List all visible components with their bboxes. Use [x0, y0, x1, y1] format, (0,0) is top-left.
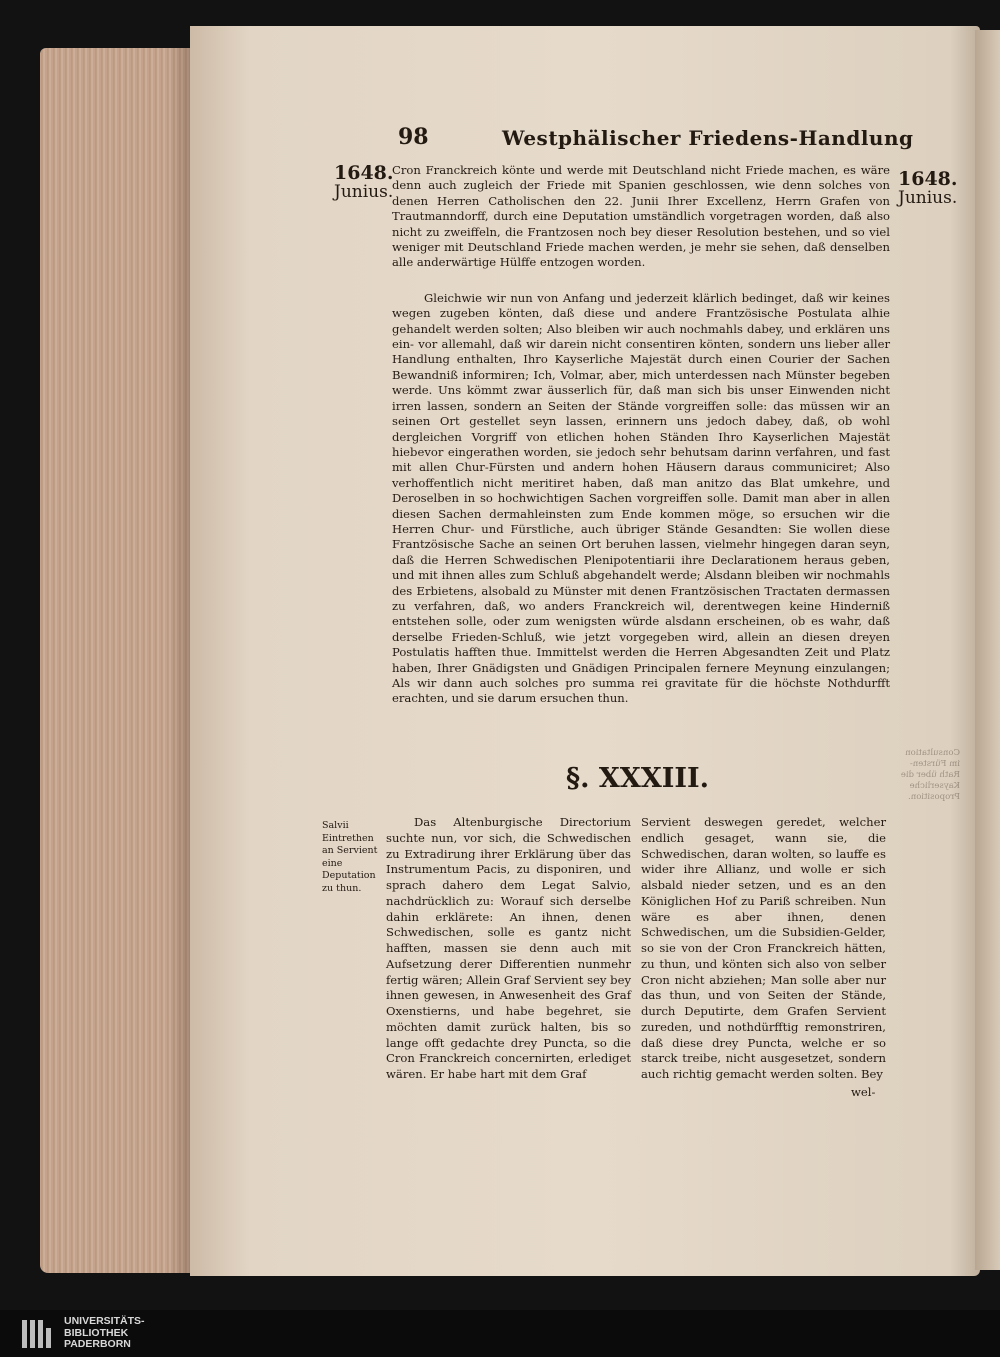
library-name-line-1: UNIVERSITÄTS- [64, 1315, 145, 1327]
margin-year-left: 1648. [334, 162, 394, 184]
body-text [392, 163, 890, 707]
column-right-text: Servient deswegen geredet, welcher endlich gesaget, wann sie, die Schwedischen, daran wolten, so lauffe es wider ihre Allianz, und wolle er sich alsbald nieder setzen, und es an den Königlichen Hof zu Pariß schreiben. Nun wäre es aber ihnen, denen Schwedischen, um die Subsidien-Gelder, so sie von der Cron Franckreich hätten, zu thun, und könten sich also von selber Cron nicht abziehen; Man solle aber nur das thun, und von Seiten der Stände, durch Deputirte, dem Grafen Servient zureden, und nothdürfftig remonstriren, daß diese drey Puncta, welche er so starck treibe, nicht ausgesetzet, sondern auch richtig gemacht werden solten. Bey [641, 815, 886, 1081]
margin-date-left [334, 164, 394, 202]
margin-date-right [898, 170, 958, 208]
page-number: 98 [398, 124, 429, 150]
running-title: Westphälischer Friedens-Handlung [502, 126, 914, 150]
catchword: wel- [851, 1085, 876, 1099]
column-left-text: Das Altenburgische Directorium suchte nun, vor sich, die Schwedischen zu Extradirung ihrer Erklärung über das Instrumentum Pacis, zu disponiren, und sprach dahero dem Legat Salvio, nachdrücklich zu: Worauf sich derselbe dahin erklärete: An ihnen, denen Schwedischen, solle es gantz nicht hafften, massen sie denn auch mit Aufsetzung derer Differentien nunmehr fertig wären; Allein Graf Servient sey bey ihnen gewesen, in Anwesenheit des Graf Oxenstierns, und habe begehret, sie möchten damit zurück halten, bis so lange offt gedachte drey Puncta, so die Cron Franckreich concernirten, erlediget wären. Er habe hart mit dem Graf [386, 815, 631, 1081]
column-right [641, 815, 886, 1083]
bleed-through-marginal-note: Consultation im Fürsten-Rath über die Kayserliche Proposition. [900, 748, 960, 802]
section-heading: §. XXXIII. [566, 763, 710, 794]
column-left [386, 815, 631, 1083]
margin-year-right: 1648. [898, 168, 958, 190]
marginal-note: Salvii Eintrethen an Servient eine Deputation zu thun. [322, 820, 378, 894]
margin-month-left: Junius. [334, 182, 394, 202]
paragraph-2: Gleichwie wir nun von Anfang und jederzeit klärlich bedinget, daß wir keines wegen zugeben könten, daß diese und andere Frantzösische Postulata alhie gehandelt werden solten; Also bleiben wir auch nochmahls dabey, und erklären uns ein- vor allemahl, daß wir darein nicht consentiren könten, sondern uns lieber aller Handlung enthalten, Ihro Kayserliche Majestät durch einen Courier der Sachen Bewandniß informiren; Ich, Volmar, aber, mich unterdessen nach Münster begeben werde. Uns kömmt zwar äusserlich für, daß man sich bis unser Einwenden nicht irren lassen, sondern an Seiten der Stände vorgreiffen solle: das müssen wir an seinen Ort gestellet seyn lassen, erinnern uns jedoch dabey, daß, ob wohl dergleichen Vorgriff von etlichen hohen Ständen Ihro Kayserlichen Majestät hiebevor eingerathen worden, sie jedoch sehr behutsam darinn verfahren, und fast mit allen Chur-Fürsten und andern hohen Häusern daraus communiciret; Also verhoffentlich nicht meritiret haben, daß man anitzo das Blat umkehre, und Deroselben in so hochwichtigen Sachen vorgreiffen solle. Damit man aber in allen diesen Sachen dermahleinsten zum Ende kommen möge, so ersuchen wir die Herren Chur- und Fürstliche, auch übriger Stände Gesandten: Sie wollen diese Frantzösische Sache an seinen Ort beruhen lassen, vielmehr hingegen daran seyn, daß die Herren Schwedischen Plenipotentiarii ihre Declarationem heraus geben, und mit ihnen alles zum Schluß abgehandelt werde; Alsdann bleiben wir nochmahls des Erbietens, alsobald zu Münster mit denen Frantzösischen Tractaten dermassen zu verfahren, daß, wo anders Franckreich wil, derentwegen keine Hinderniß entstehen solle, oder zum wenigsten würde alsdann erscheinen, ob es wahr, daß derselbe Frieden-Schluß, wie jetzt vorgegeben wird, allein an diesen dreyen Postulatis hafften thue. Immittelst werden die Herren Abgesandten Zeit und Platz haben, Ihrer Gnädigsten und Gnädigen Principalen fernere Meynung einzulangen; Als wir dann auch solches pro summa rei gravitate für die höchste Nothdurfft erachten, und sie darum ersuchen thun. [392, 290, 890, 706]
library-logo-icon [22, 1320, 58, 1348]
paragraph-1: Cron Franckreich könte und werde mit Deutschland nicht Friede machen, es wäre denn auch zugleich der Friede mit Spanien geschlossen, wie denn solches von denen Herren Catholischen den 22. Junii Ihrer Excellenz, Herrn Grafen von Trautmanndorff, durch eine Deputation umständlich vorgetragen worden, daß also nicht zu zweiffeln, die Frantzosen noch bey dieser Resolution bestehen, und so viel weniger mit Deutschland Friede machen werden, je mehr sie sehen, daß denselben alle anderwärtige Hülffe entzogen worden. [392, 163, 890, 270]
library-name-line-2: BIBLIOTHEK [64, 1326, 129, 1339]
library-name-line-3: PADERBORN [64, 1338, 131, 1350]
margin-month-right: Junius. [898, 188, 958, 208]
library-name [64, 1316, 145, 1351]
facing-page-edge [975, 30, 1000, 1270]
running-head [370, 124, 914, 158]
footer-bar [0, 1310, 1000, 1357]
